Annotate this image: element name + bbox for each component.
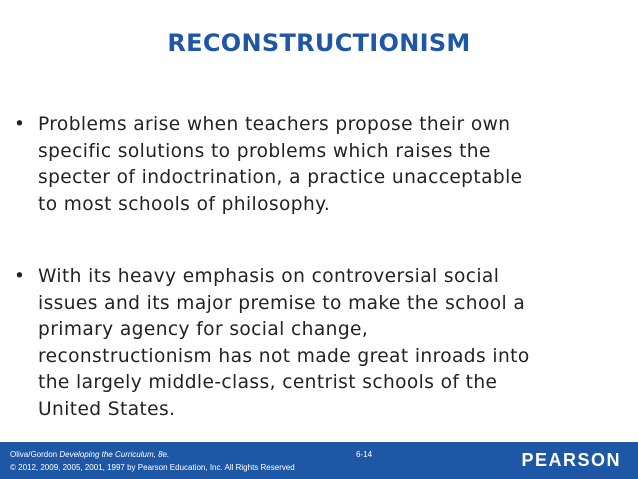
bullet-item-indoctrination <box>14 112 614 218</box>
pearson-logo: PEARSON <box>521 450 621 470</box>
footer-authors: Oliva/Gordon <box>10 450 58 459</box>
bullet-list <box>14 112 614 423</box>
bullet-line: issues and its major premise to make the school a <box>38 292 526 314</box>
bullet-line: primary agency for social change, <box>38 319 369 340</box>
page-number: 6-14 <box>356 450 373 459</box>
footer-book-title: Developing the Curriculum, 8e. <box>59 450 170 459</box>
footer-citation <box>10 450 169 459</box>
bullet-line: Problems arise when teachers propose their own <box>38 114 511 135</box>
bullet-line: United States. <box>38 398 176 420</box>
bullet-item-social-change <box>14 264 614 423</box>
bullet-line: specific solutions to problems which raises the <box>38 140 491 162</box>
bullet-line: to most schools of philosophy. <box>38 193 331 215</box>
bullet-line: reconstructionism has not made great inroads into <box>38 345 530 367</box>
bullet-icon: • <box>14 114 26 135</box>
bullet-line: With its heavy emphasis on controversial social <box>38 266 500 287</box>
bullet-line: the largely middle-class, centrist schools of the <box>38 372 498 393</box>
footer-copyright: © 2012, 2009, 2005, 2001, 1997 by Pearson Education, Inc. All Rights Reserved <box>10 463 295 472</box>
footer-band <box>0 442 638 479</box>
slide-title: RECONSTRUCTIONISM <box>167 29 471 57</box>
bullet-line: specter of indoctrination, a practice unacceptable <box>38 167 523 188</box>
bullet-icon: • <box>14 266 26 287</box>
